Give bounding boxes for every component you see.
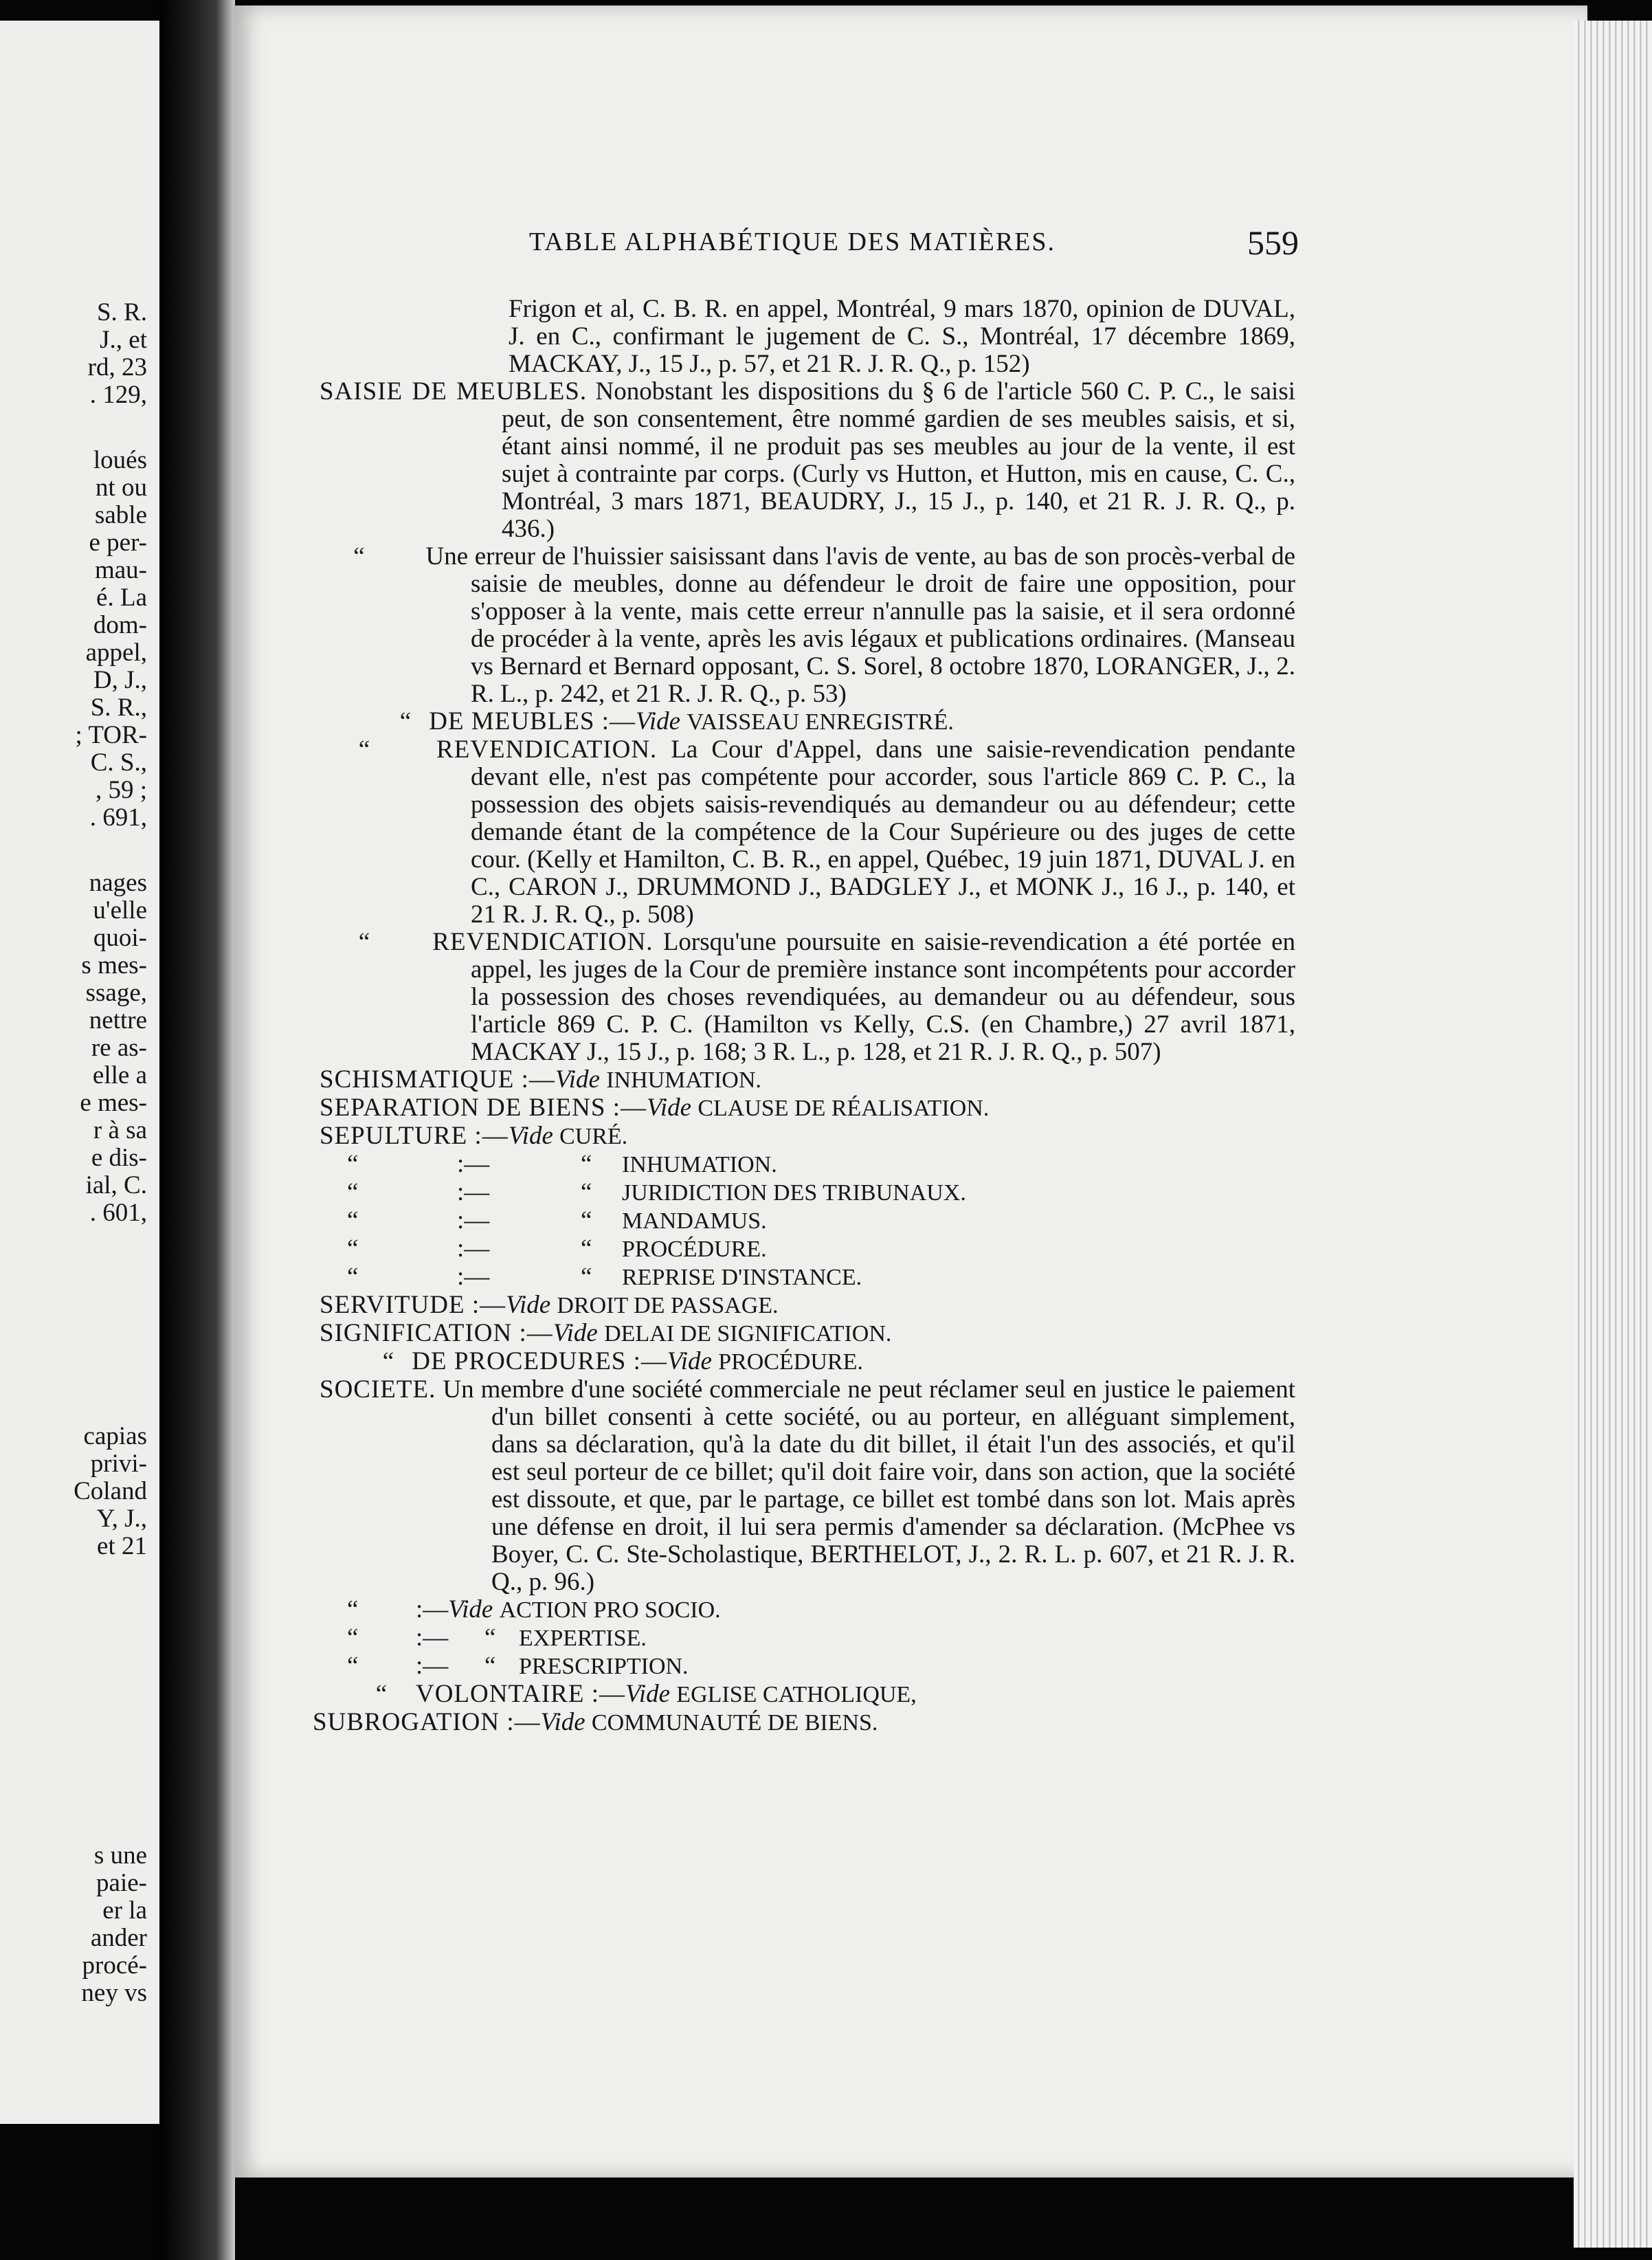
- running-title: TABLE ALPHABÉTIQUE DES MATIÈRES.: [529, 228, 1056, 256]
- left-page-fragment: . 129,: [89, 381, 147, 409]
- sepulture-ref-row: “ :— “ REPRISE D'INSTANCE.: [347, 1263, 862, 1291]
- left-page-fragment: Y, J.,: [96, 1505, 147, 1533]
- left-page-fragment: s mes-: [81, 951, 147, 979]
- left-page-fragment: . 601,: [89, 1199, 147, 1227]
- left-page-fragment: J., et: [100, 326, 147, 354]
- left-page-fragment: ander: [90, 1924, 147, 1952]
- left-page-fragment: C. S.,: [90, 749, 147, 777]
- left-page-fragment: paie-: [96, 1869, 147, 1897]
- left-page-fragment: ssage,: [85, 979, 147, 1007]
- left-page-fragment: nt ou: [95, 474, 147, 502]
- page-edges: [1574, 21, 1652, 2248]
- left-page-fragment: sable: [94, 501, 147, 529]
- left-page-fragment: s une: [93, 1841, 147, 1870]
- index-entry-schismatique: SCHISMATIQUE :—Vide INHUMATION.: [320, 1065, 761, 1094]
- left-page-fragment: procé-: [82, 1951, 147, 1980]
- left-page-fragment: . 691,: [89, 804, 147, 832]
- left-page-fragment: r à sa: [93, 1116, 147, 1144]
- left-page-fragment: ial, C.: [85, 1171, 147, 1199]
- sepulture-ref-row: “ :— “ JURIDICTION DES TRIBUNAUX.: [347, 1178, 966, 1206]
- left-page-fragment: ; TOR-: [75, 721, 147, 749]
- left-page-fragment: capias: [83, 1422, 147, 1450]
- left-page-fragment: nages: [89, 869, 147, 897]
- index-entry-societe: SOCIETE. Un membre d'une société commerciale ne peut réclamer seul en justice le paiement d'un billet consenti à cette société, ou au porteur, en alléguant simplement, dans sa déclaration, qu'à la date du dit billet, il était l'un des associés, et qu'il est seul porteur de ce billet; qu'il doit faire voir, dans son action, que la société est dissoute, et que, par le partage, ce billet est tombé dans son lot. Mais après une défense en droit, il lui sera permis d'amender sa déclaration. (McPhee vs Boyer, C. C. Ste-Scholastique, BERTHELOT, J., 2. R. L. p. 607, et 21 R. J. R. Q., p. 96.): [320, 1375, 1295, 1596]
- index-entry-revendication-2: “ REVENDICATION. Lorsqu'une poursuite en saisie-revendication a été portée en appel, les juges de la Cour de première instance sont incompétents pour accorder la possession des choses revendiquées, au demandeur ou au défendeur, sous l'article 869 C. P. C. (Hamilton vs Kelly, C.S. (en Chambre,) 27 avril 1871, MACKAY J., 15 J., p. 168; 3 R. L., p. 128, et 21 R. J. R. Q., p. 507): [358, 928, 1295, 1066]
- societe-ref-row: “ :— “ EXPERTISE.: [347, 1624, 647, 1652]
- left-page-fragment: dom-: [93, 611, 147, 639]
- book-gutter: [159, 0, 235, 2260]
- index-entry-signification: SIGNIFICATION :—Vide DELAI DE SIGNIFICATION.: [320, 1319, 892, 1347]
- left-page-fragment: é. La: [96, 584, 147, 612]
- left-page-fragment: e mes-: [80, 1089, 147, 1117]
- left-page-fragment: Coland: [74, 1477, 147, 1505]
- left-page-fragment: u'elle: [93, 896, 147, 924]
- left-page-fragment: , 59 ;: [95, 776, 147, 804]
- left-page-fragment: S. R.: [96, 298, 147, 326]
- societe-ref-row: “ :— “ PRESCRIPTION.: [347, 1652, 689, 1680]
- left-page-fragment: re as-: [91, 1034, 147, 1062]
- left-page-fragment: D, J.,: [93, 666, 147, 694]
- left-page-fragment: er la: [102, 1896, 147, 1925]
- index-entry-de-meubles: “ DE MEUBLES :—Vide VAISSEAU ENREGISTRÉ.: [399, 707, 954, 735]
- index-entry-sepulture: SEPULTURE :—Vide CURÉ.: [320, 1122, 628, 1150]
- societe-ref-row: “ :—Vide ACTION PRO SOCIO.: [347, 1595, 721, 1624]
- left-page-fragment: rd, 23: [87, 353, 147, 381]
- left-page-fragment: e dis-: [91, 1144, 147, 1172]
- page-number: 559: [1247, 223, 1299, 262]
- left-page-fragment: loués: [93, 446, 147, 474]
- left-page-fragment: quoi-: [93, 924, 147, 952]
- left-page-fragment: ney vs: [81, 1979, 147, 2007]
- index-entry-separation-de-biens: SEPARATION DE BIENS :—Vide CLAUSE DE RÉALISATION.: [320, 1094, 990, 1122]
- page-header: [529, 223, 1299, 268]
- left-facing-page: [0, 21, 159, 2124]
- index-entry-societe-volontaire: “ VOLONTAIRE :—Vide EGLISE CATHOLIQUE,: [375, 1680, 917, 1708]
- left-page-fragment: nettre: [89, 1006, 147, 1034]
- index-entry-continuation: Frigon et al, C. B. R. en appel, Montréal, 9 mars 1870, opinion de DUVAL, J. en C., confirmant le jugement de C. S., Montréal, 17 décembre 1869, MACKAY, J., 15 J., p. 57, et 21 R. J. R. Q., p. 152): [509, 295, 1295, 378]
- left-page-fragment: elle a: [92, 1061, 147, 1089]
- index-entry-erreur-huissier: “ Une erreur de l'huissier saisissant dans l'avis de vente, au bas de son procès-verbal de saisie de meubles, donne au défendeur le droit de faire une opposition, pour s'opposer à la vente, mais cette erreur n'annulle pas la saisie, et il sera ordonné de procéder à la vente, après les avis légaux et publications ordinaires. (Manseau vs Bernard et Bernard opposant, C. S. Sorel, 8 octobre 1870, LORANGER, J., 2. R. L., p. 242, et 21 R. J. R. Q., p. 53): [353, 542, 1296, 708]
- sepulture-ref-row: “ :— “ PROCÉDURE.: [347, 1234, 767, 1263]
- left-page-fragment: e per-: [89, 529, 147, 557]
- left-page-fragment: privi-: [90, 1450, 147, 1478]
- index-entry-saisie-de-meubles: SAISIE DE MEUBLES. Nonobstant les dispositions du § 6 de l'article 560 C. P. C., le saisi peut, de son consentement, être nommé gardien de ses meubles saisis, et si, étant ainsi nommé, il ne produit pas ses meubles au jour de la vente, il est sujet à contrainte par corps. (Curly vs Hutton, et Hutton, mis en cause, C. C., Montréal, 3 mars 1871, BEAUDRY, J., 15 J., p. 140, et 21 R. J. R. Q., p. 436.): [320, 377, 1295, 543]
- index-entry-revendication-1: “ REVENDICATION. La Cour d'Appel, dans une saisie-revendication pendante devant elle, n'est pas compétente pour accorder, sous l'article 869 C. P. C., la possession des objets saisis-revendiqués au demandeur ou au défendeur; cette demande étant de la compétence de la Cour Supérieure ou des juges de cette cour. (Kelly et Hamilton, C. B. R., en appel, Québec, 19 juin 1871, DUVAL J. en C., CARON J., DRUMMOND J., BADGLEY J., et MONK J., 16 J., p. 140, et 21 R. J. R. Q., p. 508): [358, 735, 1296, 929]
- left-page-fragment: S. R.,: [90, 694, 147, 722]
- sepulture-ref-row: “ :— “ INHUMATION.: [347, 1150, 777, 1178]
- sepulture-ref-row: “ :— “ MANDAMUS.: [347, 1206, 767, 1234]
- left-page-fragment: appel,: [85, 639, 147, 667]
- index-entry-signification-de-procedures: “ DE PROCEDURES :—Vide PROCÉDURE.: [382, 1347, 863, 1375]
- left-page-fragment: mau-: [94, 556, 147, 584]
- index-entry-servitude: SERVITUDE :—Vide DROIT DE PASSAGE.: [320, 1291, 779, 1319]
- index-entry-subrogation: SUBROGATION :—Vide COMMUNAUTÉ DE BIENS.: [313, 1708, 878, 1736]
- index-content: [313, 295, 1296, 1737]
- left-page-fragment: et 21: [97, 1532, 147, 1560]
